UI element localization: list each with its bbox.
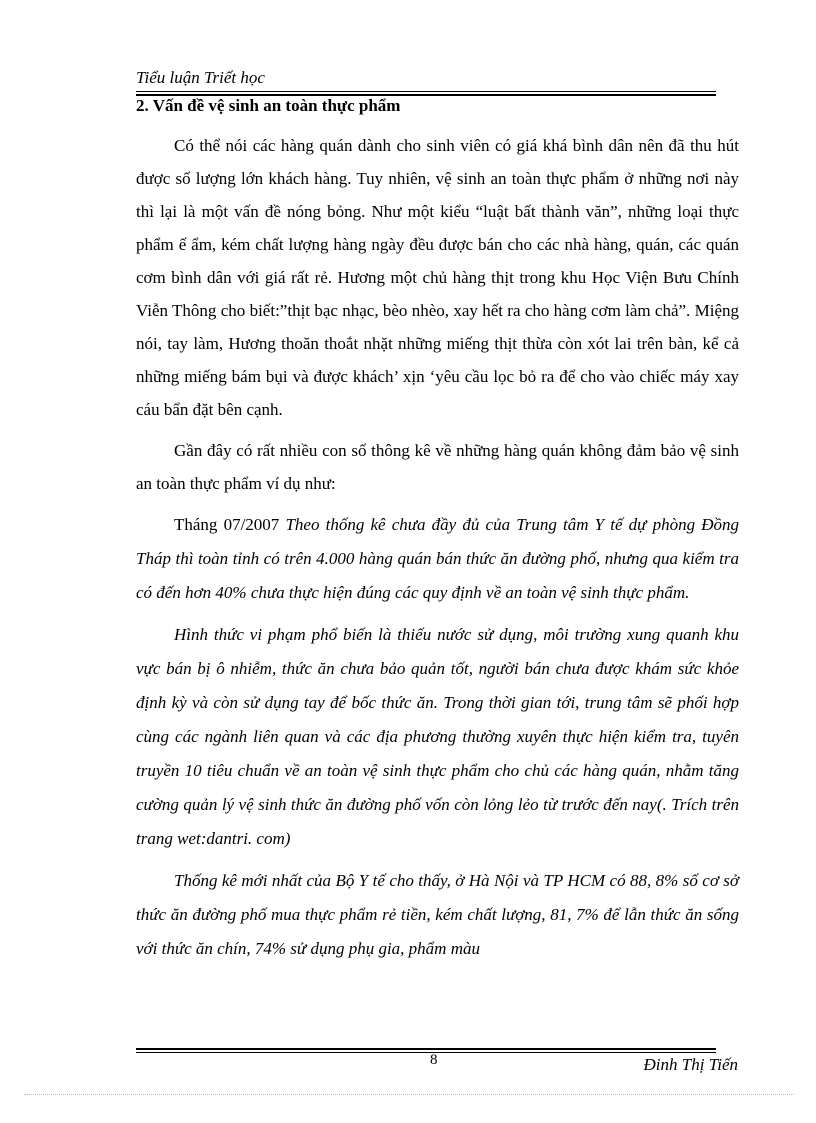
paragraph-3-date: Tháng 07/2007 (174, 515, 280, 534)
running-header-title: Tiểu luận Triết học (136, 68, 265, 87)
footer-author: Đinh Thị Tiến (643, 1055, 738, 1074)
footer-rule-thick (136, 1048, 716, 1050)
paragraph-2: Gần đây có rất nhiều con số thông kê về những hàng quán không đảm bảo vệ sinh an toàn thực phẩm ví dụ như: (136, 441, 739, 493)
paragraph-3-text: Theo thống kê chưa đầy đủ của Trung tâm Y tế dự phòng Đồng Tháp thì toàn tỉnh có trên 4.000 hàng quán bán thức ăn đường phố, nhưng qua kiểm tra có đến hơn 40% chưa thực hiện đúng các quy định về an toàn vệ sinh thực phẩm. (136, 515, 739, 602)
page-bottom-edge (24, 1094, 794, 1095)
paragraph-1: Có thể nói các hàng quán dành cho sinh viên có giá khá bình dân nên đã thu hút được số lượng lớn khách hàng. Tuy nhiên, vệ sinh an toàn thực phẩm ở những nơi này thì lại là một vấn đề nóng bỏng. Như một kiểu “luật bất thành văn”, những loại thực phẩm ế ẩm, kém chất lượng hàng ngày đều được bán cho các nhà hàng, quán, các quán cơm bình dân với giá rất rẻ. Hương một chủ hàng thịt trong khu Học Viện Bưu Chính Viễn Thông cho biết:”thịt bạc nhạc, bèo nhèo, xay hết ra cho hàng cơm làm chả”. Miệng nói, tay làm, Hương thoăn thoắt nhặt những miếng thịt thừa còn xót lai trên bàn, kể cả những miếng bám bụi và được khách’ xịn ‘yêu cầu lọc bỏ ra để cho vào chiếc máy xay cáu bẩn đặt bên cạnh. (136, 136, 739, 419)
paragraph-3 (136, 508, 739, 610)
section-heading: 2. Vấn đề vệ sinh an toàn thực phẩm (136, 96, 401, 115)
paragraph-4: Hình thức vi phạm phổ biến là thiếu nước sử dụng, môi trường xung quanh khu vực bán bị ô nhiễm, thức ăn chưa bảo quản tốt, người bán chưa được khám sức khỏe định kỳ và còn sử dụng tay để bốc thức ăn. Trong thời gian tới, trung tâm sẽ phối hợp cùng các ngành liên quan và các địa phương thường xuyên thực hiện kiểm tra, tuyên truyền 10 tiêu chuẩn về an toàn vệ sinh thực phẩm cho chủ các hàng quán, nhằm tăng cường quản lý vệ sinh thức ăn đường phố vốn còn lỏng lẻo từ trước đến nay(. Trích trên trang wet:dantri. com) (136, 625, 739, 848)
body-text (136, 129, 739, 974)
header-rule-thin (136, 91, 716, 92)
footer-rule-thin (136, 1052, 716, 1053)
paragraph-5: Thống kê mới nhất của Bộ Y tế cho thấy, ở Hà Nội và TP HCM có 88, 8% số cơ sở thức ăn đường phố mua thực phẩm rẻ tiền, kém chất lượng, 81, 7% để lẫn thức ăn sống với thức ăn chín, 74% sử dụng phụ gia, phẩm màu (136, 871, 739, 958)
page-number: 8 (430, 1052, 438, 1068)
